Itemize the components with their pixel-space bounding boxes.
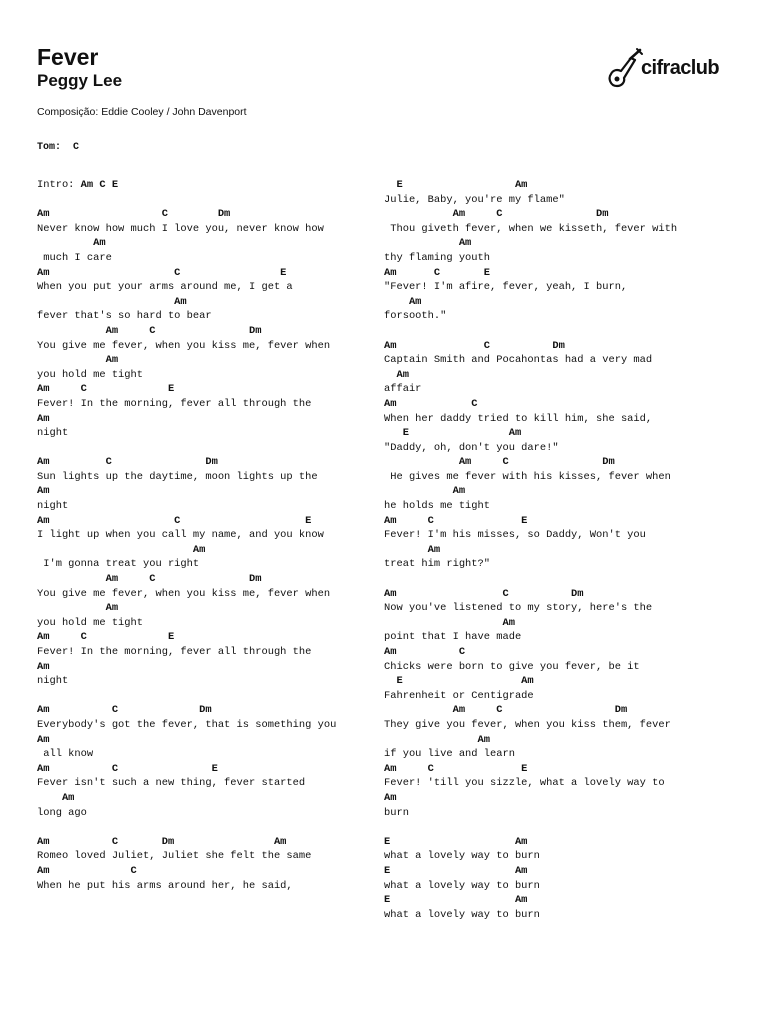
lyric-line: You give me fever, when you kiss me, fever when: [37, 339, 331, 352]
logo-text: cifraclub: [641, 57, 719, 79]
chord-line: E Am: [384, 894, 528, 907]
cifraclub-logo[interactable]: [606, 44, 722, 92]
lyric-line: Fever! 'till you sizzle, what a lovely way to: [384, 777, 665, 790]
lyric-line: You give me fever, when you kiss me, fever when: [37, 587, 331, 600]
chord-line: Am: [384, 295, 422, 308]
chord-line: Am: [37, 733, 50, 746]
chord-line: Am: [37, 543, 206, 556]
lyric-line: forsooth.": [384, 310, 447, 323]
lyric-line: "Fever! I'm afire, fever, yeah, I burn,: [384, 281, 628, 294]
chord-line: Am C Dm: [37, 324, 262, 337]
blank-line: [37, 193, 336, 208]
lyric-line: night: [37, 500, 69, 513]
intro-label: Intro:: [37, 179, 81, 191]
chord-line: Am: [384, 791, 397, 804]
lyric-line: burn: [384, 806, 409, 819]
lyric-line: long ago: [37, 806, 87, 819]
lyric-line: Fever! In the morning, fever all through the: [37, 397, 312, 410]
chord-line: E Am: [384, 675, 534, 688]
lyric-line: Now you've listened to my story, here's the: [384, 602, 653, 615]
chord-line: E Am: [384, 835, 528, 848]
chord-line: Am C E: [384, 762, 528, 775]
lyric-line: thy flaming youth: [384, 251, 491, 264]
chord-line: Am C E: [37, 762, 218, 775]
lyric-line: He gives me fever with his kisses, fever when: [384, 470, 671, 483]
chord-line: Am C Dm Am: [37, 835, 287, 848]
chord-line: Am C Dm: [37, 573, 262, 586]
blank-line: [37, 689, 336, 704]
chord-line: Am: [37, 354, 119, 367]
chord-line: Am C Dm: [384, 587, 584, 600]
chord-line: Am C E: [384, 266, 491, 279]
guitar-icon: [606, 46, 646, 90]
lyric-line: They give you fever, when you kiss them, fever: [384, 718, 671, 731]
lyric-line: he holds me tight: [384, 500, 491, 513]
chord-line: Am C E: [37, 631, 175, 644]
chord-line: Am: [384, 368, 409, 381]
lyric-line: what a lovely way to burn: [384, 879, 540, 892]
lyric-line: Everybody's got the fever, that is something you: [37, 718, 337, 731]
lyric-line: night: [37, 427, 69, 440]
lyric-line: I'm gonna treat you right: [37, 558, 200, 571]
chord-line: Am C E: [37, 383, 175, 396]
lyric-line: treat him right?": [384, 558, 491, 571]
chord-line: Am: [37, 295, 187, 308]
chord-line: E Am: [384, 179, 528, 191]
song-title: Fever: [37, 44, 99, 70]
chord-line: Am C: [384, 397, 478, 410]
lyric-line: what a lovely way to burn: [384, 908, 540, 921]
intro-chords: Am C E: [80, 179, 119, 191]
chord-line: Am: [37, 485, 50, 498]
chord-line: Am: [384, 543, 441, 556]
chord-line: Am C Dm: [384, 208, 609, 221]
chord-line: E Am: [384, 427, 522, 440]
lyric-line: if you live and learn: [384, 748, 515, 761]
lyric-line: When he put his arms around her, he said,: [37, 879, 293, 892]
intro-line: [37, 178, 336, 193]
lyric-line: much I care: [37, 251, 112, 264]
lyric-line: Thou giveth fever, when we kisseth, fever with: [384, 222, 678, 235]
lyric-line: you hold me tight: [37, 616, 144, 629]
lyric-line: Chicks were born to give you fever, be it: [384, 660, 640, 673]
chord-line: Am C E: [37, 514, 312, 527]
lyric-line: Julie, Baby, you're my flame": [384, 193, 565, 206]
lyric-line: night: [37, 675, 69, 688]
lyric-line: affair: [384, 383, 422, 396]
lyric-line: When you put your arms around me, I get a: [37, 281, 293, 294]
chord-line: Am C E: [37, 266, 287, 279]
lyric-line: all know: [37, 748, 94, 761]
lyric-line: Romeo loved Juliet, Juliet she felt the same: [37, 850, 312, 863]
chord-line: Am C E: [384, 514, 528, 527]
chord-line: Am C Dm: [37, 704, 212, 717]
chord-line: Am C Dm: [384, 704, 628, 717]
chord-line: Am C: [37, 864, 137, 877]
lyric-line: fever that's so hard to bear: [37, 310, 212, 323]
lyric-line: "Daddy, oh, don't you dare!": [384, 441, 559, 454]
lyric-line: Sun lights up the daytime, moon lights up the: [37, 470, 318, 483]
lyric-line: you hold me tight: [37, 368, 144, 381]
chord-line: Am: [384, 733, 491, 746]
chord-line: Am: [37, 237, 106, 250]
chord-line: Am: [384, 616, 515, 629]
chord-line: Am C Dm: [37, 456, 218, 469]
chord-line: Am C Dm: [384, 456, 615, 469]
lyric-line: Never know how much I love you, never know how: [37, 222, 324, 235]
chord-line: Am: [37, 791, 75, 804]
blank-line: [384, 820, 677, 835]
lyrics-column-right: [384, 178, 677, 922]
blank-line: [384, 324, 677, 339]
lyric-line: Fahrenheit or Centigrade: [384, 689, 534, 702]
blank-line: [37, 441, 336, 456]
artist-name[interactable]: Peggy Lee: [37, 71, 123, 90]
lyric-line: point that I have made: [384, 631, 522, 644]
chord-line: Am C Dm: [384, 339, 565, 352]
chord-line: E Am: [384, 864, 528, 877]
lyric-line: Captain Smith and Pocahontas had a very mad: [384, 354, 653, 367]
lyric-line: Fever! I'm his misses, so Daddy, Won't you: [384, 529, 646, 542]
chord-line: Am C Dm: [37, 208, 231, 221]
lyrics-column-left: [37, 178, 336, 893]
lyric-line: what a lovely way to burn: [384, 850, 540, 863]
lyric-line: When her daddy tried to kill him, she said,: [384, 412, 653, 425]
lyric-line: Fever! In the morning, fever all through the: [37, 646, 312, 658]
blank-line: [384, 572, 677, 587]
chord-line: Am: [37, 412, 50, 425]
chord-line: Am: [384, 237, 472, 250]
lyric-line: Fever isn't such a new thing, fever started: [37, 777, 306, 790]
chord-line: Am: [384, 485, 466, 498]
chord-line: Am: [37, 660, 50, 673]
lyric-line: I light up when you call my name, and you know: [37, 529, 324, 542]
composer-credit: Composição: Eddie Cooley / John Davenport: [37, 106, 247, 118]
song-key: Tom: C: [37, 142, 80, 153]
blank-line: [37, 820, 336, 835]
chord-line: Am C: [384, 646, 466, 658]
chord-line: Am: [37, 602, 119, 615]
